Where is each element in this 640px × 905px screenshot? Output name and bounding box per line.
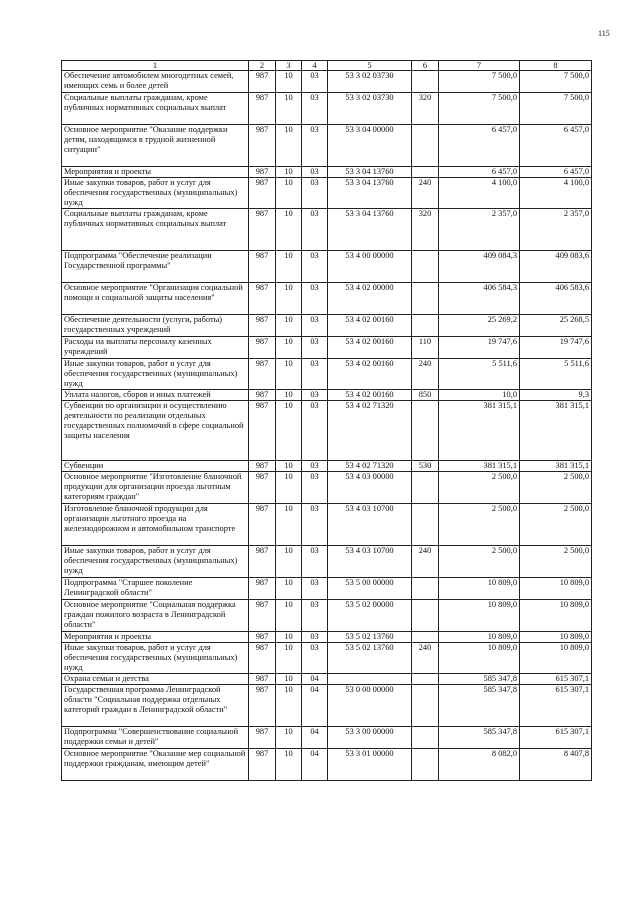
table-row bbox=[62, 504, 592, 546]
cell-rz: 10 bbox=[276, 727, 302, 749]
cell-rz: 10 bbox=[276, 209, 302, 251]
cell-csr bbox=[328, 674, 412, 685]
cell-pr: 04 bbox=[302, 727, 328, 749]
cell-pr: 03 bbox=[302, 578, 328, 600]
cell-vr bbox=[412, 749, 439, 781]
cell-rz: 10 bbox=[276, 71, 302, 93]
cell-pr: 03 bbox=[302, 337, 328, 359]
cell-value-2021: 2 500,0 bbox=[439, 546, 520, 578]
cell-rz: 10 bbox=[276, 674, 302, 685]
cell-pr: 03 bbox=[302, 209, 328, 251]
cell-pr: 03 bbox=[302, 390, 328, 401]
cell-ved: 987 bbox=[249, 546, 276, 578]
cell-csr: 53 3 04 13760 bbox=[328, 178, 412, 209]
cell-csr: 53 4 02 00160 bbox=[328, 359, 412, 390]
cell-value-2021: 6 457,0 bbox=[439, 125, 520, 167]
cell-rz: 10 bbox=[276, 643, 302, 674]
cell-csr: 53 3 00 00000 bbox=[328, 727, 412, 749]
cell-name: Государственная программа Ленинградской области "Социальная поддержка отдельных категорий граждан в Ленинградской области" bbox=[62, 685, 249, 727]
cell-value-2022: 5 511,6 bbox=[520, 359, 592, 390]
cell-vr: 240 bbox=[412, 546, 439, 578]
cell-ved: 987 bbox=[249, 461, 276, 472]
cell-ved: 987 bbox=[249, 71, 276, 93]
cell-name: Социальные выплаты гражданам, кроме публичных нормативных социальных выплат bbox=[62, 93, 249, 125]
table-row bbox=[62, 546, 592, 578]
cell-rz: 10 bbox=[276, 401, 302, 461]
cell-name: Субвенции bbox=[62, 461, 249, 472]
cell-value-2021: 10 809,0 bbox=[439, 643, 520, 674]
table-row bbox=[62, 283, 592, 315]
cell-name: Социальные выплаты гражданам, кроме публичных нормативных социальных выплат bbox=[62, 209, 249, 251]
cell-name: Иные закупки товаров, работ и услуг для обеспечения государственных (муниципальных) нужд bbox=[62, 546, 249, 578]
cell-ved: 987 bbox=[249, 178, 276, 209]
cell-name: Охрана семьи и детства bbox=[62, 674, 249, 685]
cell-value-2021: 409 084,3 bbox=[439, 251, 520, 283]
cell-value-2022: 10 809,0 bbox=[520, 632, 592, 643]
column-number: 8 bbox=[520, 61, 592, 71]
cell-name: Мероприятия и проекты bbox=[62, 632, 249, 643]
cell-pr: 03 bbox=[302, 71, 328, 93]
cell-name: Основное мероприятие "Организация социальной помощи и социальной защиты населения" bbox=[62, 283, 249, 315]
cell-value-2021: 4 100,0 bbox=[439, 178, 520, 209]
cell-pr: 03 bbox=[302, 472, 328, 504]
budget-table bbox=[61, 60, 592, 781]
cell-value-2022: 381 315,1 bbox=[520, 401, 592, 461]
cell-vr bbox=[412, 315, 439, 337]
cell-value-2022: 2 500,0 bbox=[520, 546, 592, 578]
cell-value-2021: 10 809,0 bbox=[439, 578, 520, 600]
cell-csr: 53 3 01 00000 bbox=[328, 749, 412, 781]
cell-csr: 53 4 02 00160 bbox=[328, 390, 412, 401]
cell-ved: 987 bbox=[249, 401, 276, 461]
table-row bbox=[62, 749, 592, 781]
cell-csr: 53 5 02 13760 bbox=[328, 632, 412, 643]
cell-pr: 03 bbox=[302, 93, 328, 125]
cell-name: Основное мероприятие "Оказание мер социальной поддержки гражданам, имеющим детей" bbox=[62, 749, 249, 781]
column-number: 5 bbox=[328, 61, 412, 71]
cell-rz: 10 bbox=[276, 546, 302, 578]
cell-value-2022: 406 583,6 bbox=[520, 283, 592, 315]
cell-value-2022: 10 809,0 bbox=[520, 600, 592, 632]
table-row bbox=[62, 337, 592, 359]
cell-csr: 53 4 02 71320 bbox=[328, 461, 412, 472]
cell-value-2021: 6 457,0 bbox=[439, 167, 520, 178]
cell-rz: 10 bbox=[276, 359, 302, 390]
cell-rz: 10 bbox=[276, 125, 302, 167]
cell-value-2021: 585 347,8 bbox=[439, 685, 520, 727]
cell-value-2022: 2 500,0 bbox=[520, 504, 592, 546]
cell-name: Основное мероприятие "Изготовление бланочной продукции для организации проезда льготным категориям граждан" bbox=[62, 472, 249, 504]
cell-value-2022: 2 357,0 bbox=[520, 209, 592, 251]
cell-name: Подпрограмма "Обеспечение реализации Государственной программы" bbox=[62, 251, 249, 283]
table-row bbox=[62, 315, 592, 337]
cell-value-2021: 381 315,1 bbox=[439, 401, 520, 461]
cell-csr: 53 5 00 00000 bbox=[328, 578, 412, 600]
column-number: 7 bbox=[439, 61, 520, 71]
cell-vr: 320 bbox=[412, 93, 439, 125]
cell-vr bbox=[412, 674, 439, 685]
cell-rz: 10 bbox=[276, 685, 302, 727]
cell-value-2022: 7 500,0 bbox=[520, 93, 592, 125]
cell-pr: 04 bbox=[302, 749, 328, 781]
cell-value-2022: 381 315,1 bbox=[520, 461, 592, 472]
cell-ved: 987 bbox=[249, 125, 276, 167]
column-number: 2 bbox=[249, 61, 276, 71]
cell-value-2021: 381 315,1 bbox=[439, 461, 520, 472]
cell-name: Обеспечение автомобилем многодетных семей, имеющих семь и более детей bbox=[62, 71, 249, 93]
cell-ved: 987 bbox=[249, 504, 276, 546]
cell-value-2021: 2 500,0 bbox=[439, 472, 520, 504]
cell-pr: 03 bbox=[302, 461, 328, 472]
cell-vr bbox=[412, 504, 439, 546]
cell-pr: 03 bbox=[302, 125, 328, 167]
cell-name: Основное мероприятие "Оказание поддержки детям, находящимся в трудной жизненной ситуации" bbox=[62, 125, 249, 167]
cell-value-2021: 10 809,0 bbox=[439, 632, 520, 643]
cell-vr: 850 bbox=[412, 390, 439, 401]
table-row bbox=[62, 167, 592, 178]
cell-csr: 53 4 02 00000 bbox=[328, 283, 412, 315]
cell-value-2022: 25 268,5 bbox=[520, 315, 592, 337]
cell-rz: 10 bbox=[276, 251, 302, 283]
cell-ved: 987 bbox=[249, 209, 276, 251]
table-row bbox=[62, 390, 592, 401]
cell-rz: 10 bbox=[276, 632, 302, 643]
cell-name: Изготовление бланочной продукции для организации льготного проезда на железнодорожном и автомобильном транспорте bbox=[62, 504, 249, 546]
cell-csr: 53 4 03 10700 bbox=[328, 546, 412, 578]
cell-value-2022: 615 307,1 bbox=[520, 674, 592, 685]
cell-vr bbox=[412, 632, 439, 643]
cell-ved: 987 bbox=[249, 167, 276, 178]
table-row bbox=[62, 600, 592, 632]
cell-vr bbox=[412, 727, 439, 749]
cell-pr: 03 bbox=[302, 600, 328, 632]
table-row bbox=[62, 251, 592, 283]
cell-name: Уплата налогов, сборов и иных платежей bbox=[62, 390, 249, 401]
cell-ved: 987 bbox=[249, 749, 276, 781]
table-row bbox=[62, 125, 592, 167]
cell-vr: 320 bbox=[412, 209, 439, 251]
cell-name: Иные закупки товаров, работ и услуг для обеспечения государственных (муниципальных) нужд bbox=[62, 643, 249, 674]
cell-value-2021: 25 269,2 bbox=[439, 315, 520, 337]
cell-csr: 53 4 00 00000 bbox=[328, 251, 412, 283]
cell-vr bbox=[412, 251, 439, 283]
cell-name: Иные закупки товаров, работ и услуг для обеспечения государственных (муниципальных) нужд bbox=[62, 359, 249, 390]
cell-value-2022: 6 457,0 bbox=[520, 167, 592, 178]
cell-csr: 53 3 04 13760 bbox=[328, 209, 412, 251]
cell-value-2022: 615 307,1 bbox=[520, 685, 592, 727]
cell-ved: 987 bbox=[249, 315, 276, 337]
cell-rz: 10 bbox=[276, 178, 302, 209]
cell-ved: 987 bbox=[249, 390, 276, 401]
cell-ved: 987 bbox=[249, 632, 276, 643]
cell-value-2021: 585 347,8 bbox=[439, 674, 520, 685]
table-row bbox=[62, 401, 592, 461]
cell-vr bbox=[412, 283, 439, 315]
cell-value-2022: 19 747,6 bbox=[520, 337, 592, 359]
cell-value-2022: 6 457,0 bbox=[520, 125, 592, 167]
cell-pr: 03 bbox=[302, 632, 328, 643]
cell-value-2022: 8 407,8 bbox=[520, 749, 592, 781]
cell-value-2021: 7 500,0 bbox=[439, 71, 520, 93]
cell-value-2022: 10 809,0 bbox=[520, 578, 592, 600]
cell-rz: 10 bbox=[276, 337, 302, 359]
cell-vr bbox=[412, 600, 439, 632]
column-number: 1 bbox=[62, 61, 249, 71]
cell-ved: 987 bbox=[249, 600, 276, 632]
cell-csr: 53 4 03 00000 bbox=[328, 472, 412, 504]
cell-ved: 987 bbox=[249, 674, 276, 685]
cell-rz: 10 bbox=[276, 578, 302, 600]
cell-vr bbox=[412, 71, 439, 93]
cell-pr: 03 bbox=[302, 643, 328, 674]
table-row bbox=[62, 472, 592, 504]
cell-pr: 03 bbox=[302, 283, 328, 315]
cell-vr bbox=[412, 401, 439, 461]
cell-pr: 03 bbox=[302, 359, 328, 390]
cell-name: Мероприятия и проекты bbox=[62, 167, 249, 178]
cell-pr: 03 bbox=[302, 167, 328, 178]
table-row bbox=[62, 643, 592, 674]
cell-value-2022: 7 500,0 bbox=[520, 71, 592, 93]
cell-value-2022: 9,3 bbox=[520, 390, 592, 401]
cell-ved: 987 bbox=[249, 727, 276, 749]
cell-ved: 987 bbox=[249, 685, 276, 727]
cell-vr bbox=[412, 125, 439, 167]
cell-rz: 10 bbox=[276, 390, 302, 401]
cell-vr: 110 bbox=[412, 337, 439, 359]
cell-vr bbox=[412, 578, 439, 600]
table-row bbox=[62, 727, 592, 749]
cell-ved: 987 bbox=[249, 283, 276, 315]
cell-pr: 03 bbox=[302, 504, 328, 546]
cell-value-2021: 2 357,0 bbox=[439, 209, 520, 251]
cell-value-2021: 2 500,0 bbox=[439, 504, 520, 546]
cell-value-2021: 19 747,6 bbox=[439, 337, 520, 359]
cell-pr: 03 bbox=[302, 178, 328, 209]
cell-ved: 987 bbox=[249, 359, 276, 390]
cell-csr: 53 4 02 00160 bbox=[328, 315, 412, 337]
table-row bbox=[62, 578, 592, 600]
cell-rz: 10 bbox=[276, 472, 302, 504]
cell-name: Подпрограмма "Совершенствование социальной поддержки семьи и детей" bbox=[62, 727, 249, 749]
cell-pr: 03 bbox=[302, 546, 328, 578]
table-row bbox=[62, 685, 592, 727]
cell-rz: 10 bbox=[276, 461, 302, 472]
column-number: 4 bbox=[302, 61, 328, 71]
column-number-row bbox=[62, 61, 592, 71]
cell-pr: 03 bbox=[302, 401, 328, 461]
cell-csr: 53 3 04 13760 bbox=[328, 167, 412, 178]
cell-csr: 53 4 03 10700 bbox=[328, 504, 412, 546]
cell-name: Иные закупки товаров, работ и услуг для обеспечения государственных (муниципальных) нужд bbox=[62, 178, 249, 209]
cell-csr: 53 4 02 71320 bbox=[328, 401, 412, 461]
cell-value-2021: 8 082,0 bbox=[439, 749, 520, 781]
table-row bbox=[62, 209, 592, 251]
cell-rz: 10 bbox=[276, 315, 302, 337]
cell-ved: 987 bbox=[249, 251, 276, 283]
cell-rz: 10 bbox=[276, 504, 302, 546]
cell-pr: 04 bbox=[302, 674, 328, 685]
cell-ved: 987 bbox=[249, 472, 276, 504]
cell-csr: 53 5 02 13760 bbox=[328, 643, 412, 674]
column-number: 3 bbox=[276, 61, 302, 71]
table-row bbox=[62, 461, 592, 472]
cell-pr: 03 bbox=[302, 315, 328, 337]
cell-ved: 987 bbox=[249, 643, 276, 674]
cell-value-2022: 409 083,6 bbox=[520, 251, 592, 283]
cell-vr: 240 bbox=[412, 359, 439, 390]
cell-vr: 530 bbox=[412, 461, 439, 472]
cell-rz: 10 bbox=[276, 600, 302, 632]
cell-value-2022: 4 100,0 bbox=[520, 178, 592, 209]
cell-rz: 10 bbox=[276, 167, 302, 178]
table-row bbox=[62, 359, 592, 390]
cell-vr bbox=[412, 167, 439, 178]
cell-rz: 10 bbox=[276, 93, 302, 125]
cell-vr bbox=[412, 472, 439, 504]
cell-ved: 987 bbox=[249, 93, 276, 125]
cell-ved: 987 bbox=[249, 337, 276, 359]
cell-pr: 03 bbox=[302, 251, 328, 283]
cell-value-2022: 10 809,0 bbox=[520, 643, 592, 674]
table-row bbox=[62, 93, 592, 125]
cell-value-2022: 615 307,1 bbox=[520, 727, 592, 749]
cell-csr: 53 3 02 03730 bbox=[328, 93, 412, 125]
table-row bbox=[62, 178, 592, 209]
cell-rz: 10 bbox=[276, 749, 302, 781]
cell-csr: 53 0 00 00000 bbox=[328, 685, 412, 727]
cell-name: Основное мероприятие "Социальная поддержка граждан пожилого возраста в Ленинградской области" bbox=[62, 600, 249, 632]
cell-rz: 10 bbox=[276, 283, 302, 315]
cell-csr: 53 5 02 00000 bbox=[328, 600, 412, 632]
cell-value-2021: 10 809,0 bbox=[439, 600, 520, 632]
table-row bbox=[62, 632, 592, 643]
cell-csr: 53 3 04 00000 bbox=[328, 125, 412, 167]
cell-vr: 240 bbox=[412, 178, 439, 209]
table-row bbox=[62, 71, 592, 93]
cell-pr: 04 bbox=[302, 685, 328, 727]
cell-name: Расходы на выплаты персоналу казенных учреждений bbox=[62, 337, 249, 359]
cell-ved: 987 bbox=[249, 578, 276, 600]
cell-csr: 53 4 02 00160 bbox=[328, 337, 412, 359]
cell-name: Субвенции по организации и осуществлению деятельности по реализации отдельных государственных полномочий в сфере социальной защиты населения bbox=[62, 401, 249, 461]
cell-value-2021: 7 500,0 bbox=[439, 93, 520, 125]
cell-vr bbox=[412, 685, 439, 727]
cell-csr: 53 3 02 03730 bbox=[328, 71, 412, 93]
cell-name: Подпрограмма "Старшее поколение Ленинградской области" bbox=[62, 578, 249, 600]
cell-value-2021: 585 347,8 bbox=[439, 727, 520, 749]
cell-vr: 240 bbox=[412, 643, 439, 674]
cell-value-2021: 10,0 bbox=[439, 390, 520, 401]
cell-name: Обеспечение деятельности (услуги, работы) государственных учреждений bbox=[62, 315, 249, 337]
cell-value-2022: 2 500,0 bbox=[520, 472, 592, 504]
cell-value-2021: 406 584,3 bbox=[439, 283, 520, 315]
page-number: 115 bbox=[598, 29, 610, 38]
cell-value-2021: 5 511,6 bbox=[439, 359, 520, 390]
column-number: 6 bbox=[412, 61, 439, 71]
table-row bbox=[62, 674, 592, 685]
